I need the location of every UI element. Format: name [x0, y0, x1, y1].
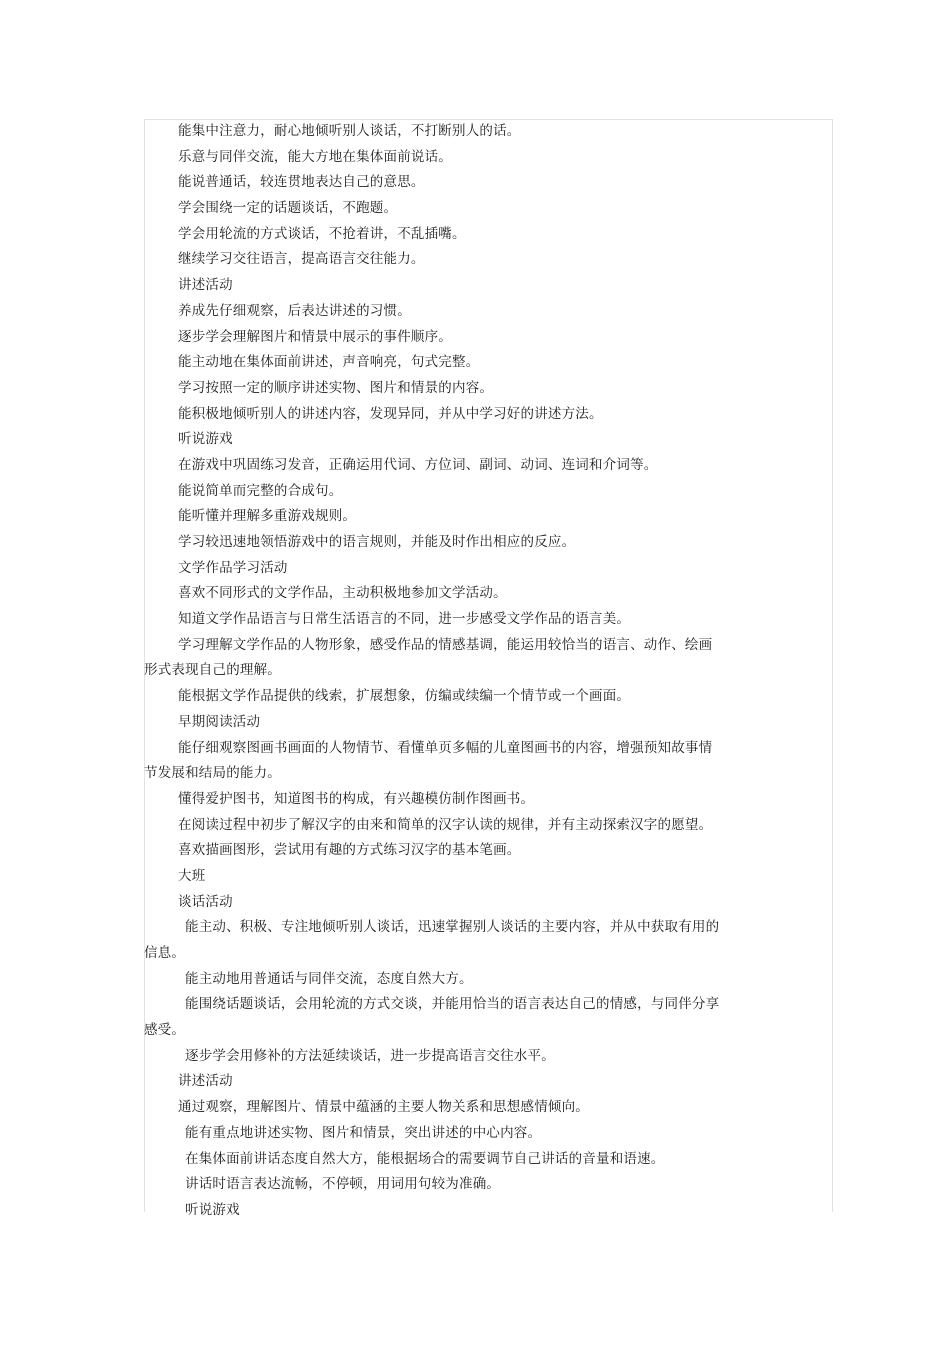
paragraph-line: 逐步学会用修补的方法延续谈话，进一步提高语言交往水平。 — [185, 1047, 555, 1064]
paragraph-line: 能集中注意力，耐心地倾听别人谈话，不打断别人的话。 — [178, 123, 521, 139]
paragraph-line: 听说游戏 — [185, 1201, 240, 1218]
paragraph-line: 讲述活动 — [178, 277, 233, 294]
paragraph-line: 学会用轮流的方式谈话，不抢着讲，不乱插嘴。 — [178, 225, 466, 242]
paragraph-line: 能根据文学作品提供的线索，扩展想象，仿编或续编一个情节或一个画面。 — [178, 688, 631, 705]
paragraph-line: 逐步学会理解图片和情景中展示的事件顺序。 — [178, 328, 452, 345]
paragraph-line: 信息。 — [144, 945, 186, 961]
paragraph-line: 在游戏中巩固练习发音，正确运用代词、方位词、副词、动词、连词和介词等。 — [178, 456, 658, 473]
paragraph-line: 学习较迅速地领悟游戏中的语言规则，并能及时作出相应的反应。 — [178, 534, 576, 550]
paragraph-line: 在集体面前讲话态度自然大方，能根据场合的需要调节自己讲话的音量和语速。 — [185, 1150, 665, 1167]
paragraph-line: 讲话时语言表达流畅，不停顿，用词用句较为准确。 — [185, 1176, 501, 1193]
paragraph-line: 喜欢描画图形，尝试用有趣的方式练习汉字的基本笔画。 — [178, 842, 521, 859]
paragraph-line: 能积极地倾听别人的讲述内容，发现异同，并从中学习好的讲述方法。 — [178, 405, 603, 422]
paragraph-line: 能仔细观察图画书画面的人物情节、看懂单页多幅的儿童图画书的内容，增强预知故事情 — [178, 739, 713, 756]
paragraph-line: 能主动地在集体面前讲述，声音响亮，句式完整。 — [178, 354, 480, 371]
paragraph-line: 继续学习交往语言，提高语言交往能力。 — [178, 251, 425, 268]
paragraph-line: 在阅读过程中初步了解汉字的由来和简单的汉字认读的规律，并有主动探索汉字的愿望。 — [178, 816, 713, 833]
paragraph-line: 能说简单而完整的合成句。 — [178, 482, 343, 499]
paragraph-line: 通过观察，理解图片、情景中蕴涵的主要人物关系和思想感情倾向。 — [178, 1099, 589, 1116]
paragraph-line: 能主动、积极、专注地倾听别人谈话，迅速掌握别人谈话的主要内容，并从中获取有用的 — [185, 919, 720, 936]
paragraph-line: 能主动地用普通话与同伴交流，态度自然大方。 — [185, 970, 473, 987]
paragraph-line: 形式表现自己的理解。 — [144, 662, 281, 679]
paragraph-line: 谈话活动 — [178, 893, 233, 910]
paragraph-line: 能听懂并理解多重游戏规则。 — [178, 508, 357, 525]
paragraph-line: 大班 — [178, 867, 206, 884]
document-body — [144, 119, 774, 1224]
paragraph-line: 懂得爱护图书，知道图书的构成，有兴趣模仿制作图画书。 — [178, 790, 535, 807]
paragraph-line: 学习按照一定的顺序讲述实物、图片和情景的内容。 — [178, 379, 494, 396]
paragraph-line: 能有重点地讲述实物、图片和情景，突出讲述的中心内容。 — [185, 1124, 542, 1141]
paragraph-line: 能说普通话，较连贯地表达自己的意思。 — [178, 174, 425, 191]
paragraph-line: 学习理解文学作品的人物形象，感受作品的情感基调，能运用较恰当的语言、动作、绘画 — [178, 636, 713, 653]
paragraph-line: 乐意与同伴交流，能大方地在集体面前说话。 — [178, 148, 452, 165]
paragraph-line: 文学作品学习活动 — [178, 559, 288, 576]
paragraph-line: 喜欢不同形式的文学作品，主动积极地参加文学活动。 — [178, 585, 507, 602]
paragraph-line: 知道文学作品语言与日常生活语言的不同，进一步感受文学作品的语言美。 — [178, 611, 631, 628]
paragraph-line: 节发展和结局的能力。 — [144, 765, 281, 782]
paragraph-line: 早期阅读活动 — [178, 713, 261, 730]
paragraph-line: 养成先仔细观察，后表达讲述的习惯。 — [178, 302, 411, 319]
paragraph-line: 听说游戏 — [178, 431, 233, 448]
paragraph-line: 讲述活动 — [178, 1073, 233, 1090]
paragraph-line: 感受。 — [144, 1022, 186, 1039]
paragraph-line: 学会围绕一定的话题谈话，不跑题。 — [178, 200, 398, 217]
paragraph-line: 能围绕话题谈话，会用轮流的方式交谈，并能用恰当的语言表达自己的情感，与同伴分享 — [185, 996, 720, 1013]
